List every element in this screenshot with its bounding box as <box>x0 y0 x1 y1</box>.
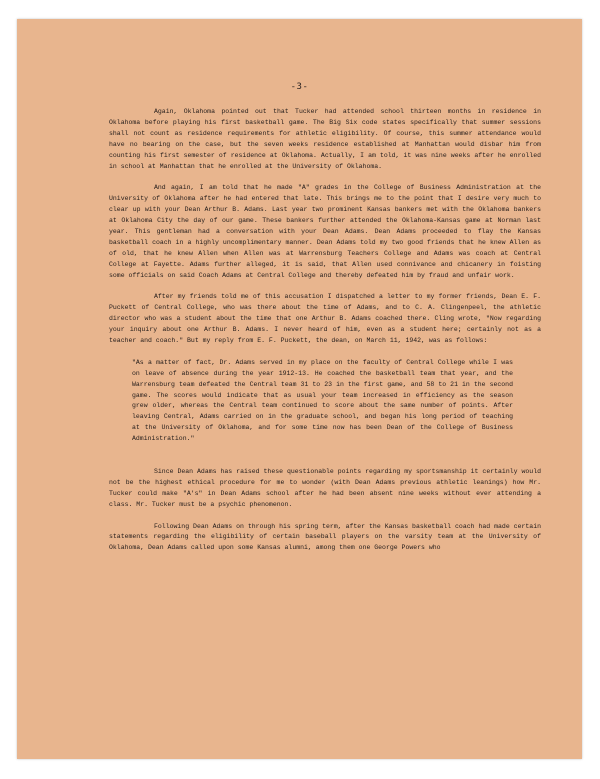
paragraph-spring-term: Following Dean Adams on through his spring term, after the Kansas basketball coach had made certain statements regarding the eligibility of certain baseball players on the varsity team at the University of Oklahoma, Dean Adams called upon some Kansas alumni, among them one George Powers who <box>109 522 541 552</box>
paragraph-residence: Again, Oklahoma pointed out that Tucker had attended school thirteen months in residence in Oklahoma before playing his first basketball game. The Big Six code states specifically that summer sessions shall not count as residence requirements for athletic eligibility. Of course, this summer attendance would have no bearing on the case, but the seven weeks residence established at Manhattan would disbar him from counting his first semester of residence at Oklahoma. Actually, I am told, it was nine weeks after he enrolled in school at Manhattan that he enrolled at the University of Oklahoma. <box>109 108 541 170</box>
paragraph-sportsmanship: Since Dean Adams has raised these questionable points regarding my sportsmanship it certainly would not be the highest ethical procedure for me to wonder (with Dean Adams previous athletic leanings) how Mr. Tucker could make "A's" in Dean Adams school after he had been absent nine weeks without ever attending a class. Mr. Tucker must be a psychic phenomenon. <box>109 468 541 508</box>
paragraph-dean-adams: And again, I am told that he made "A" grades in the College of Business Administration at the University of Oklahoma after he had entered that late. This brings me to the point that I desire very much to clear up with your Dean Arthur B. Adams. Last year two prominent Kansas bankers met with the Oklahoma bankers at Oklahoma City the day of our game. These bankers further attended the Oklahoma-Kansas game at Norman last year. This gentleman had a conversation with your Dean Adams. Dean Adams proceeded to flay the Kansas basketball coach in a highly uncomplimentary manner. Dean Adams told my two good friends that he knew Allen as of old, that he knew Allen when Allen was at Warrensburg Teachers College and Adams was coach at Central College at Fayette. Adams further alleged, it is said, that Allen used connivance and chicanery in foisting some officials on said Coach Adams at Central College and thereby defeated him by fraud and unfair work. <box>109 184 541 279</box>
paragraph-letters: After my friends told me of this accusation I dispatched a letter to my former friends, Dean E. F. Puckett of Central College, who was there about the time of Adams, and to C. A. Clingenpeel, the athletic director who was a student about the time that one Arthur B. Adams coached there. Cling wrote, "Now regarding your inquiry about one Arthur B. Adams. I never heard of him, even as a student here; certainly not as a teacher and coach." But my reply from E. F. Puckett, the dean, on March 11, 1942, was as follows: <box>109 293 541 344</box>
page-number: -3- <box>290 82 309 92</box>
quoted-reply: "As a matter of fact, Dr. Adams served in my place on the faculty of Central College while I was on leave of absence during the year 1912-13. He coached the basketball team that year, and the Warrensburg team defeated the Central team 31 to 23 in the first game, and 58 to 21 in the second game. The scores would indicate that as usual your team increased in efficiency as the season grew older, whereas the Central team continued to score about the same number of points. After leaving Central, Adams carried on in the graduate school, and began his long period of teaching at the University of Oklahoma, and for some time now has been Dean of the College of Business Administration." <box>132 358 513 443</box>
letter-body <box>109 107 541 565</box>
